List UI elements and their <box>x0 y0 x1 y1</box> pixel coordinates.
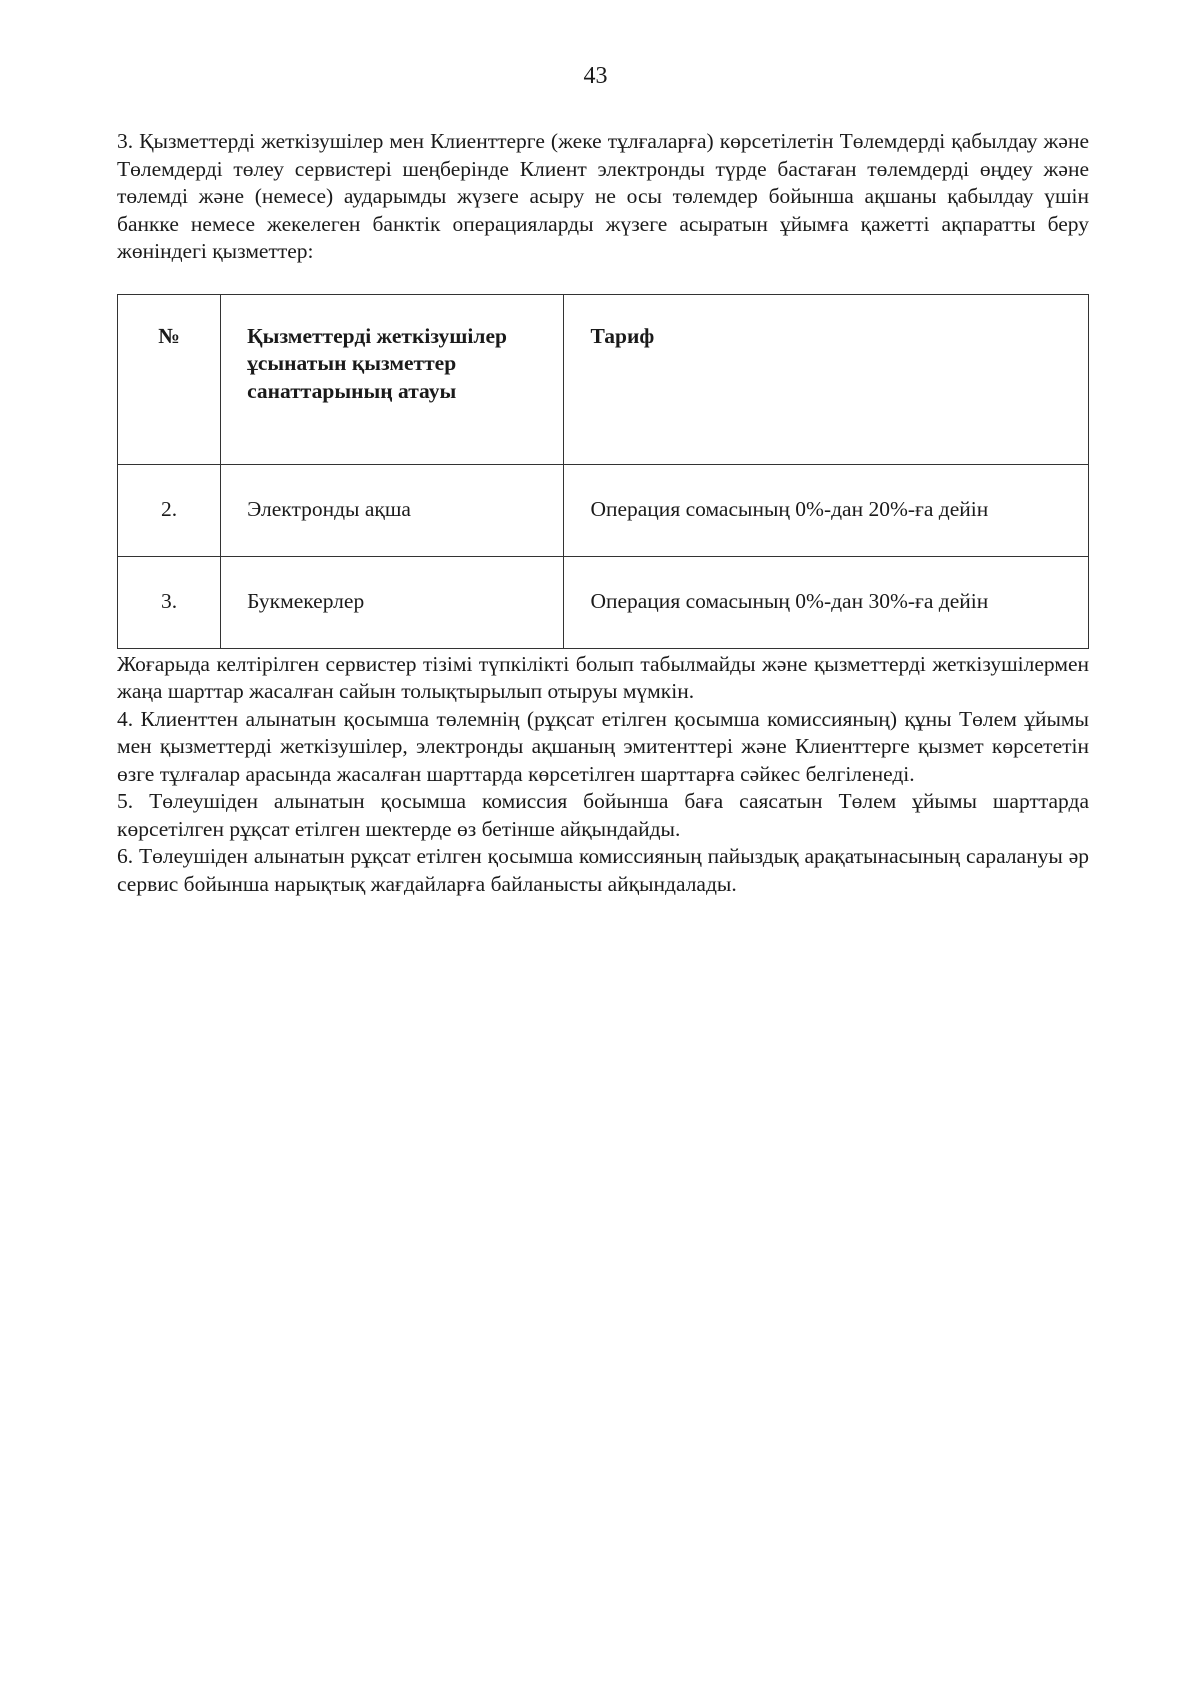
closing-paragraphs <box>117 651 1089 899</box>
document-body <box>117 128 1089 898</box>
header-tariff: Тариф <box>564 294 1089 464</box>
row-service-name: Электронды ақша <box>221 464 564 556</box>
table-row <box>118 464 1089 556</box>
row-number: 2. <box>118 464 221 556</box>
row-tariff: Операция сомасының 0%-дан 20%-ға дейін <box>564 464 1089 556</box>
paragraph-6: 6. Төлеушіден алынатын рұқсат етілген қосымша комиссияның пайыздық арақатынасының саралануы әр сервис бойынша нарықтық жағдайларға байланысты айқындалады. <box>117 844 1089 896</box>
paragraph-5: 5. Төлеушіден алынатын қосымша комиссия бойынша баға саясатын Төлем ұйымы шарттарда көрсетілген рұқсат етілген шектерде өз бетінше айқындайды. <box>117 789 1089 841</box>
intro-paragraph: 3. Қызметтерді жеткізушілер мен Клиенттерге (жеке тұлғаларға) көрсетілетін Төлемдерді қабылдау және Төлемдерді төлеу сервистері шеңберінде Клиент электронды түрде бастаған төлемдерді өңдеу және төлемді және (немесе) аударымды жүзеге асыру не осы төлемдер бойынша ақшаны қабылдау үшін банкке немесе жекелеген банктік операцияларды жүзеге асыратын ұйымға қажетті ақпаратты беру жөніндегі қызметтер: <box>117 129 1089 263</box>
table-row <box>118 556 1089 648</box>
table-header-row <box>118 294 1089 464</box>
header-number: № <box>118 294 221 464</box>
row-tariff: Операция сомасының 0%-дан 30%-ға дейін <box>564 556 1089 648</box>
row-service-name: Букмекерлер <box>221 556 564 648</box>
paragraph-4: 4. Клиенттен алынатын қосымша төлемнің (рұқсат етілген қосымша комиссияның) құны Төлем ұйымы мен қызметтерді жеткізушілер, электронды ақшаның эмитенттері және Клиенттерге қызмет көрсететін өзге тұлғалар арасында жасалған шарттарда көрсетілген шарттарға сәйкес белгіленеді. <box>117 706 1089 786</box>
row-number: 3. <box>118 556 221 648</box>
services-tariff-table <box>117 294 1089 649</box>
header-service-name: Қызметтерді жеткізушілер ұсынатын қызметтер санаттарының атауы <box>221 294 564 464</box>
page-number: 43 <box>583 63 608 89</box>
note-paragraph: Жоғарыда келтірілген сервистер тізімі түпкілікті болып табылмайды және қызметтерді жеткізушілермен жаңа шарттар жасалған сайын толықтырылып отыруы мүмкін. <box>117 651 1089 703</box>
